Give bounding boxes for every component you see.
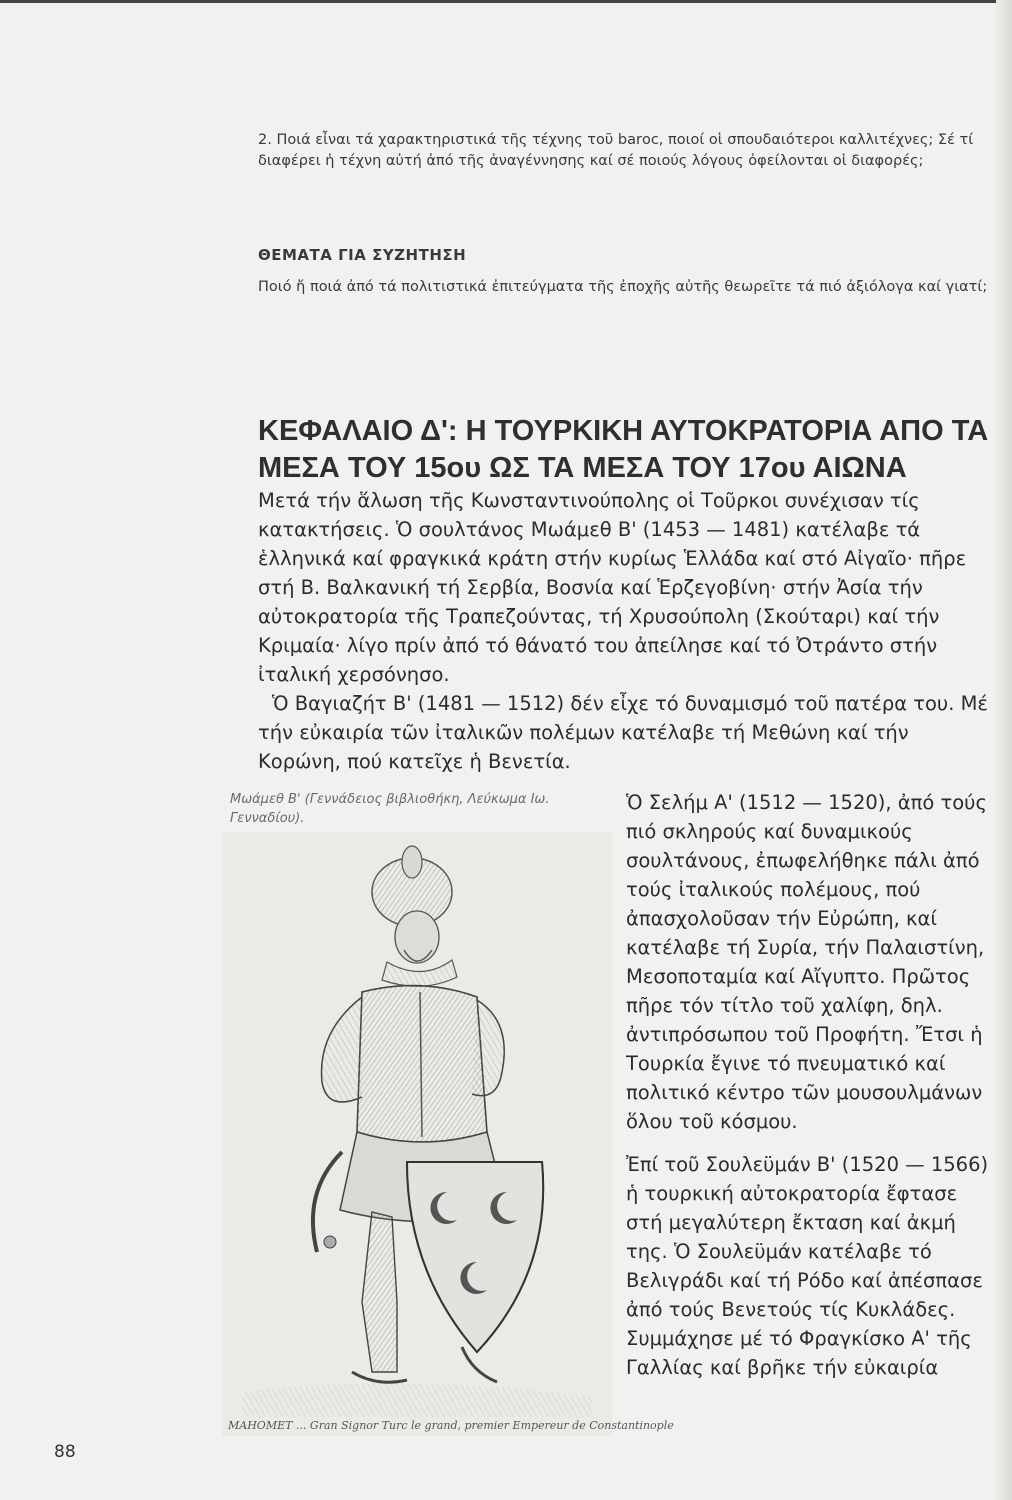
engraving-inscription: MAHOMET ... Gran Signor Turc le grand, premier Empereur de Constantinople — [228, 1419, 674, 1432]
page-number: 88 — [54, 1442, 76, 1462]
discussion-heading: ΘΕΜΑΤΑ ΓΙΑ ΣΥΖΗΤΗΣΗ — [258, 246, 467, 264]
paragraph-mehmed: Μετά τήν ἅλωση τῆς Κωνσταντινούπολης οἱ Τοῦρκοι συνέχισαν τίς κατακτήσεις. Ὁ σουλτάνος Μωάμεθ Β' (1453 — 1481) κατέλαβε τά ἑλληνικά καί φραγκικά κράτη στήν κυρίως Ἑλλάδα καί στό Αἰγαῖο· πῆρε στή Β. Βαλκανική τή Σερβία, Βοσνία καί Ἑρζεγοβίνη· στήν Ἀσία τήν αὐτοκρατορία τῆς Τραπεζούντας, τή Χρυσούπολη (Σκούταρι) καί τήν Κριμαία· λίγο πρίν ἀπό τό θάνατό του ἀπείλησε καί τό Ὀτράντο στήν ἰταλική χερσόνησο. — [258, 489, 967, 686]
review-question: 2. Ποιά εἶναι τά χαρακτηριστικά τῆς τέχνης τοῦ barοc, ποιοί οἱ σπουδαιότεροι καλλιτέχνες; Σέ τί διαφέρει ἡ τέχνη αὐτή ἀπό τῆς ἀναγέννησης καί σέ ποιούς λόγους ὀφείλονται οἱ διαφορές; — [258, 132, 974, 169]
paragraph-selim: Ὁ Σελήμ Α' (1512 — 1520), ἀπό τούς πιό σκληρούς καί δυναμικούς σουλτάνους, ἐπωφελήθηκε πάλι ἀπό τούς ἰταλικούς πολέμους, πού ἀπασχολοῦσαν τήν Εὐρώπη, καί κατέλαβε τή Συρία, τήν Παλαιστίνη, Μεσοποταμία καί Αἴγυπτο. Πρῶτος πῆρε τόν τίτλο τοῦ χαλίφη, δηλ. ἀντιπρόσωπου τοῦ Προφήτη. Ἔτσι ἡ Τουρκία ἔγινε τό πνευματικό καί πολιτικό κέντρο τῶν μουσουλμάνων ὅλου τοῦ κόσμου. — [626, 791, 987, 1133]
main-body — [258, 486, 993, 776]
sultan-figure-illustration — [222, 832, 674, 1436]
discussion-text: Ποιό ἤ ποιά ἀπό τά πολιτιστικά ἐπιτεύγματα τῆς ἐποχῆς αὐτῆς θεωρεῖτε τά πιό ἀξιόλογα καί γιατί; — [258, 279, 988, 295]
side-column — [626, 788, 996, 1382]
paragraph-suleiman: Ἐπί τοῦ Σουλεϋμάν Β' (1520 — 1566) ἡ τουρκική αὐτοκρατορία ἔφτασε στή μεγαλύτερη ἔκταση καί ἀκμή της. Ὁ Σουλεϋμάν κατέλαβε τό Βελιγράδι καί τή Ρόδο καί ἀπέσπασε ἀπό τούς Βενετούς τίς Κυκλάδες. Συμμάχησε μέ τό Φραγκίσκο Α' τῆς Γαλλίας καί βρῆκε τήν εὐκαιρία — [626, 1153, 989, 1379]
chapter-title: ΚΕΦΑΛΑΙΟ Δ': Η ΤΟΥΡΚΙΚΗ ΑΥΤΟΚΡΑΤΟΡΙΑ ΑΠΟ ΤΑ ΜΕΣΑ ΤΟΥ 15ου ΩΣ ΤΑ ΜΕΣΑ ΤΟΥ 17ου ΑΙΩΝΑ — [258, 415, 989, 484]
figure-caption: Μωάμεθ Β' (Γεννάδειος βιβλιοθήκη, Λεύκωμα Ιω. Γενναδίου). — [230, 792, 550, 826]
portrait-engraving — [222, 832, 674, 1436]
paragraph-bayezid: Ὁ Βαγιαζήτ Β' (1481 — 1512) δέν εἶχε τό δυναμισμό τοῦ πατέρα του. Μέ τήν εὐκαιρία τῶν ἰταλικῶν πολέμων κατέλαβε τή Μεθώνη καί τήν Κορώνη, πού κατεῖχε ἡ Βενετία. — [258, 692, 988, 773]
